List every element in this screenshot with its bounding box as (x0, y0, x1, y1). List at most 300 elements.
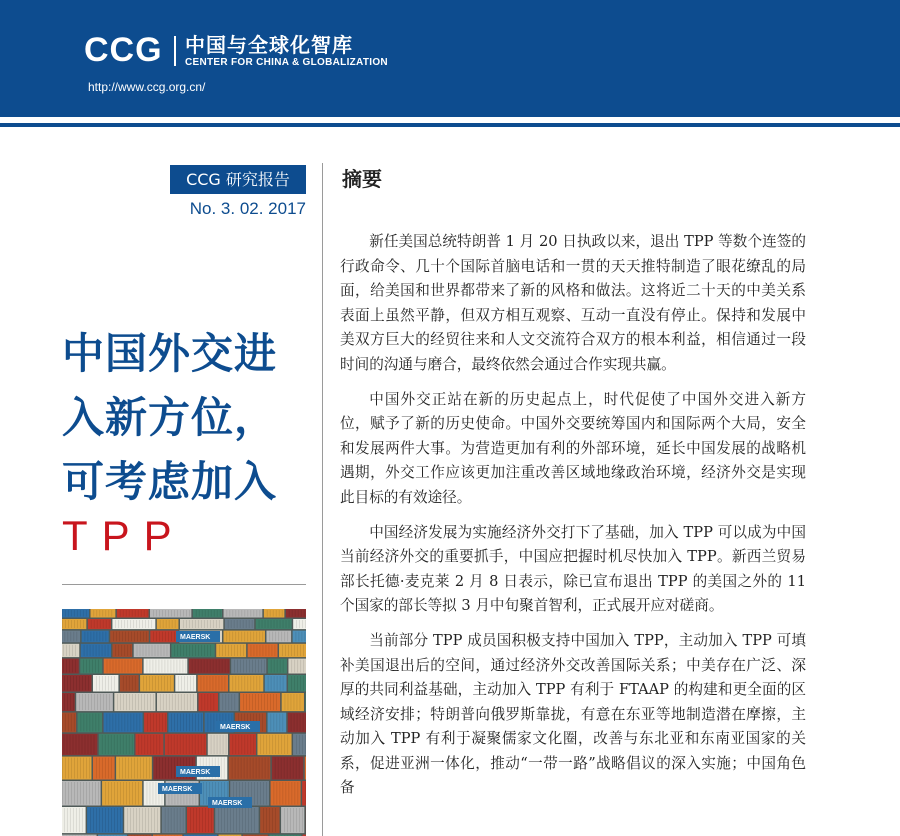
container-rib (233, 676, 234, 691)
container-rib (70, 735, 71, 754)
container-rib (296, 620, 297, 628)
container-rib (183, 620, 184, 628)
container-rib (149, 645, 150, 656)
container-rib (226, 735, 227, 754)
container-rib (105, 808, 106, 832)
container-rib (119, 660, 120, 673)
container-rib (262, 632, 263, 642)
shipping-container (150, 631, 178, 643)
container-rib (107, 714, 108, 732)
container-rib (162, 660, 163, 673)
container-rib (272, 632, 273, 642)
container-rib (184, 676, 185, 691)
container-rib (180, 735, 181, 754)
container-rib (248, 610, 249, 617)
container-rib (296, 808, 297, 832)
container-rib (82, 676, 83, 691)
container-rib (246, 660, 247, 673)
container-rib (138, 610, 139, 617)
container-rib (83, 620, 84, 628)
container-rib (283, 660, 284, 673)
abstract-heading: 摘要 (342, 167, 382, 191)
ccg-logo: CCG (84, 31, 163, 69)
container-rib (66, 645, 67, 656)
container-rib (297, 660, 298, 673)
container-rib (260, 782, 261, 805)
container-rib (164, 645, 165, 656)
container-rib (221, 758, 222, 779)
container-rib (208, 610, 209, 617)
container-rib (125, 660, 126, 673)
container-rib (147, 694, 148, 710)
container-rib (171, 808, 172, 832)
container-rib (83, 758, 84, 779)
container-rib (274, 660, 275, 673)
container-rib (134, 632, 135, 642)
container-rib (300, 645, 301, 656)
shipping-container (82, 631, 109, 643)
container-rib (181, 694, 182, 710)
shipping-container (110, 631, 149, 643)
container-rib (108, 645, 109, 656)
container-rib (180, 808, 181, 832)
container-rib (156, 610, 157, 617)
container-rib (134, 758, 135, 779)
container-rib (237, 645, 238, 656)
shipping-container (168, 713, 203, 733)
container-rib (124, 645, 125, 656)
container-rib (71, 714, 72, 732)
container-rib (105, 782, 106, 805)
container-rib (65, 610, 66, 617)
container-rib (192, 714, 193, 732)
container-rib (282, 610, 283, 617)
shipping-container (230, 675, 264, 692)
container-rib (233, 808, 234, 832)
container-rib (143, 632, 144, 642)
container-rib (79, 808, 80, 832)
container-rib (168, 632, 169, 642)
container-rib (122, 660, 123, 673)
container-rib (278, 758, 279, 779)
container-rib (274, 782, 275, 805)
container-rib (247, 758, 248, 779)
container-rib (204, 660, 205, 673)
container-rib (114, 676, 115, 691)
container-rib (234, 620, 235, 628)
container-rib (123, 735, 124, 754)
container-rib (289, 620, 290, 628)
container-rib (226, 694, 227, 710)
container-rib (276, 610, 277, 617)
container-rib (174, 808, 175, 832)
container-rib (103, 610, 104, 617)
container-rib (187, 694, 188, 710)
shipping-container (136, 734, 164, 755)
container-rib (255, 694, 256, 710)
shipping-container (117, 609, 149, 618)
container-rib (139, 808, 140, 832)
container-rib (157, 808, 158, 832)
container-rib (114, 808, 115, 832)
container-rib (181, 676, 182, 691)
container-rib (243, 694, 244, 710)
container-rib (205, 694, 206, 710)
container-rib (235, 632, 236, 642)
container-rib (94, 735, 95, 754)
container-rib (216, 620, 217, 628)
container-rib (65, 620, 66, 628)
container-rib (177, 610, 178, 617)
container-rib (259, 758, 260, 779)
container-rib (159, 758, 160, 779)
container-rib (150, 694, 151, 710)
container-rib (207, 645, 208, 656)
container-rib (79, 735, 80, 754)
container-rib (222, 645, 223, 656)
container-rib (180, 610, 181, 617)
container-rib (64, 735, 65, 754)
container-rib (195, 660, 196, 673)
container-rib (201, 620, 202, 628)
container-rib (305, 735, 306, 754)
container-rib (275, 632, 276, 642)
container-rib (153, 694, 154, 710)
container-rib (119, 758, 120, 779)
container-rib (211, 735, 212, 754)
container-rib (125, 632, 126, 642)
container-rib (196, 808, 197, 832)
container-rib (232, 694, 233, 710)
container-rib (116, 714, 117, 732)
container-rib (280, 676, 281, 691)
container-rib (171, 758, 172, 779)
container-rib (91, 735, 92, 754)
container-rib (96, 676, 97, 691)
container-rib (129, 735, 130, 754)
container-rib (83, 660, 84, 673)
container-rib (263, 735, 264, 754)
container-rib (96, 808, 97, 832)
container-rib (64, 676, 65, 691)
container-rib (210, 620, 211, 628)
shipping-container (62, 734, 97, 755)
header-rule (0, 123, 900, 127)
container-rib (195, 714, 196, 732)
container-rib (81, 714, 82, 732)
container-rib (77, 632, 78, 642)
container-rib (116, 660, 117, 673)
container-rib (95, 782, 96, 805)
container-rib (84, 645, 85, 656)
container-rib (128, 660, 129, 673)
container-rib (130, 645, 131, 656)
container-rib (132, 694, 133, 710)
container-rib (262, 714, 263, 732)
container-rib (262, 620, 263, 628)
container-rib (189, 610, 190, 617)
container-rib (98, 782, 99, 805)
container-rib (148, 620, 149, 628)
container-rib (214, 714, 215, 732)
container-rib (113, 714, 114, 732)
container-rib (189, 714, 190, 732)
container-rib (63, 645, 64, 656)
container-rib (242, 610, 243, 617)
container-rib (302, 632, 303, 642)
container-rib (65, 632, 66, 642)
container-rib (149, 676, 150, 691)
container-rib (97, 610, 98, 617)
container-rib (290, 808, 291, 832)
container-rib (251, 808, 252, 832)
container-rib (291, 714, 292, 732)
container-rib (118, 645, 119, 656)
shipping-container (62, 757, 91, 780)
container-rib (99, 714, 100, 732)
container-rib (124, 620, 125, 628)
container-rib (253, 632, 254, 642)
abstract-paragraph: 当前部分 TPP 成员国积极支持中国加入 TPP，主动加入 TPP 可填补美国退出后的空间，通过经济外交改善国际关系；中美存在广泛、深厚的共同利益基础，主动加入 TPP 有利于 FTAAP 的构建和更全面的区域经济安排；特朗普向俄罗斯靠拢，有意在东亚等地制造潜在摩擦，主动加入 TPP 有利于凝聚儒家文化圈，改善与东北亚和东南亚国家的关系，促进亚洲一体化，推动“一带一路”战略倡议的深入实施；中国角色备 (340, 631, 806, 797)
container-rib (71, 782, 72, 805)
container-rib (96, 645, 97, 656)
container-rib (274, 676, 275, 691)
container-rib (238, 758, 239, 779)
container-rib (302, 808, 303, 832)
container-rib (135, 676, 136, 691)
container-rib (265, 620, 266, 628)
container-rib (288, 645, 289, 656)
container-rib (110, 714, 111, 732)
container-rib (219, 660, 220, 673)
container-rib (103, 694, 104, 710)
container-rib (300, 676, 301, 691)
container-rib (246, 694, 247, 710)
container-rib (156, 632, 157, 642)
container-rib (95, 660, 96, 673)
container-rib (305, 620, 306, 628)
container-rib (285, 645, 286, 656)
container-rib (111, 782, 112, 805)
container-rib (84, 714, 85, 732)
logo-divider (174, 36, 176, 66)
container-rib (99, 808, 100, 832)
container-rib (245, 610, 246, 617)
container-rib (102, 645, 103, 656)
container-rib (190, 808, 191, 832)
container-rib (198, 620, 199, 628)
container-rib (290, 758, 291, 779)
container-rib (248, 735, 249, 754)
container-rib (141, 610, 142, 617)
container-rib (174, 632, 175, 642)
container-rib (183, 645, 184, 656)
container-rib (304, 610, 305, 617)
container-rib (122, 714, 123, 732)
container-rib (102, 735, 103, 754)
container-rib (193, 676, 194, 691)
container-rib (64, 808, 65, 832)
shipping-container (187, 807, 214, 833)
container-rib (100, 610, 101, 617)
container-rib (236, 808, 237, 832)
container-rib (180, 660, 181, 673)
shipping-container (104, 659, 142, 674)
container-rib (166, 620, 167, 628)
container-rib (77, 782, 78, 805)
container-rib (137, 758, 138, 779)
container-rib (213, 660, 214, 673)
container-rib (202, 694, 203, 710)
container-rib (153, 714, 154, 732)
container-rib (172, 620, 173, 628)
container-rib (211, 714, 212, 732)
container-rib (211, 808, 212, 832)
container-rib (274, 714, 275, 732)
container-rib (260, 645, 261, 656)
container-rib (88, 676, 89, 691)
container-rib (293, 808, 294, 832)
container-rib (186, 610, 187, 617)
container-rib (77, 758, 78, 779)
container-rib (305, 782, 306, 805)
container-rib (270, 694, 271, 710)
container-rib (62, 620, 63, 628)
container-rib (248, 676, 249, 691)
container-rib (132, 735, 133, 754)
container-rib (160, 694, 161, 710)
container-rib (148, 735, 149, 754)
container-rib (165, 632, 166, 642)
container-rib (282, 645, 283, 656)
container-rib (88, 694, 89, 710)
container-rib (92, 660, 93, 673)
container-rib (225, 660, 226, 673)
container-rib (229, 632, 230, 642)
container-rib (223, 735, 224, 754)
container-rib (213, 620, 214, 628)
container-rib (303, 714, 304, 732)
container-rib (70, 676, 71, 691)
container-rib (131, 660, 132, 673)
container-rib (292, 782, 293, 805)
container-rib (99, 758, 100, 779)
container-rib (116, 632, 117, 642)
container-rib (279, 610, 280, 617)
container-rib (266, 782, 267, 805)
container-rib (159, 660, 160, 673)
container-rib (266, 735, 267, 754)
container-rib (204, 676, 205, 691)
container-rib (125, 758, 126, 779)
container-rib (152, 645, 153, 656)
container-rib (139, 620, 140, 628)
container-rib (230, 610, 231, 617)
shipping-container (62, 693, 75, 711)
container-rib (299, 735, 300, 754)
container-rib (199, 808, 200, 832)
container-rib (108, 782, 109, 805)
container-rib (93, 714, 94, 732)
shipping-container (93, 675, 118, 692)
container-rib (160, 735, 161, 754)
container-rib (126, 676, 127, 691)
container-rib (278, 632, 279, 642)
container-rib (236, 676, 237, 691)
website-link[interactable]: http://www.ccg.org.cn/ (88, 80, 206, 94)
container-rib (241, 632, 242, 642)
container-rib (108, 758, 109, 779)
container-rib (143, 676, 144, 691)
container-rib (164, 676, 165, 691)
container-rib (144, 610, 145, 617)
container-rib (195, 645, 196, 656)
container-rib (143, 645, 144, 656)
container-rib (140, 758, 141, 779)
container-rib (158, 645, 159, 656)
container-rib (254, 808, 255, 832)
container-rib (269, 808, 270, 832)
container-label: MAERSK (212, 800, 243, 807)
container-rib (175, 694, 176, 710)
container-rib (278, 735, 279, 754)
container-rib (252, 660, 253, 673)
container-rib (251, 676, 252, 691)
container-rib (262, 758, 263, 779)
container-rib (204, 620, 205, 628)
container-rib (129, 610, 130, 617)
container-label: MAERSK (180, 634, 211, 641)
container-rib (127, 620, 128, 628)
container-rib (62, 782, 63, 805)
container-rib (283, 620, 284, 628)
container-rib (117, 694, 118, 710)
container-rib (67, 676, 68, 691)
shipping-container (279, 644, 306, 657)
container-rib (109, 620, 110, 628)
container-rib (260, 735, 261, 754)
container-rib (220, 735, 221, 754)
container-rib (204, 735, 205, 754)
container-rib (120, 735, 121, 754)
container-rib (231, 645, 232, 656)
container-rib (166, 694, 167, 710)
container-rib (154, 735, 155, 754)
container-rib (174, 645, 175, 656)
container-rib (91, 620, 92, 628)
container-rib (147, 714, 148, 732)
org-name-cn: 中国与全球化智库 (185, 33, 353, 57)
container-rib (159, 714, 160, 732)
container-rib (281, 632, 282, 642)
container-rib (289, 782, 290, 805)
container-rib (99, 676, 100, 691)
container-rib (300, 660, 301, 673)
container-rib (129, 694, 130, 710)
container-rib (71, 610, 72, 617)
container-rib (217, 735, 218, 754)
container-rib (227, 610, 228, 617)
container-rib (120, 610, 121, 617)
container-rib (258, 694, 259, 710)
container-rib (192, 645, 193, 656)
container-rib (254, 676, 255, 691)
container-rib (189, 620, 190, 628)
container-rib (73, 676, 74, 691)
container-rib (257, 676, 258, 691)
container-rib (232, 758, 233, 779)
container-rib (210, 645, 211, 656)
